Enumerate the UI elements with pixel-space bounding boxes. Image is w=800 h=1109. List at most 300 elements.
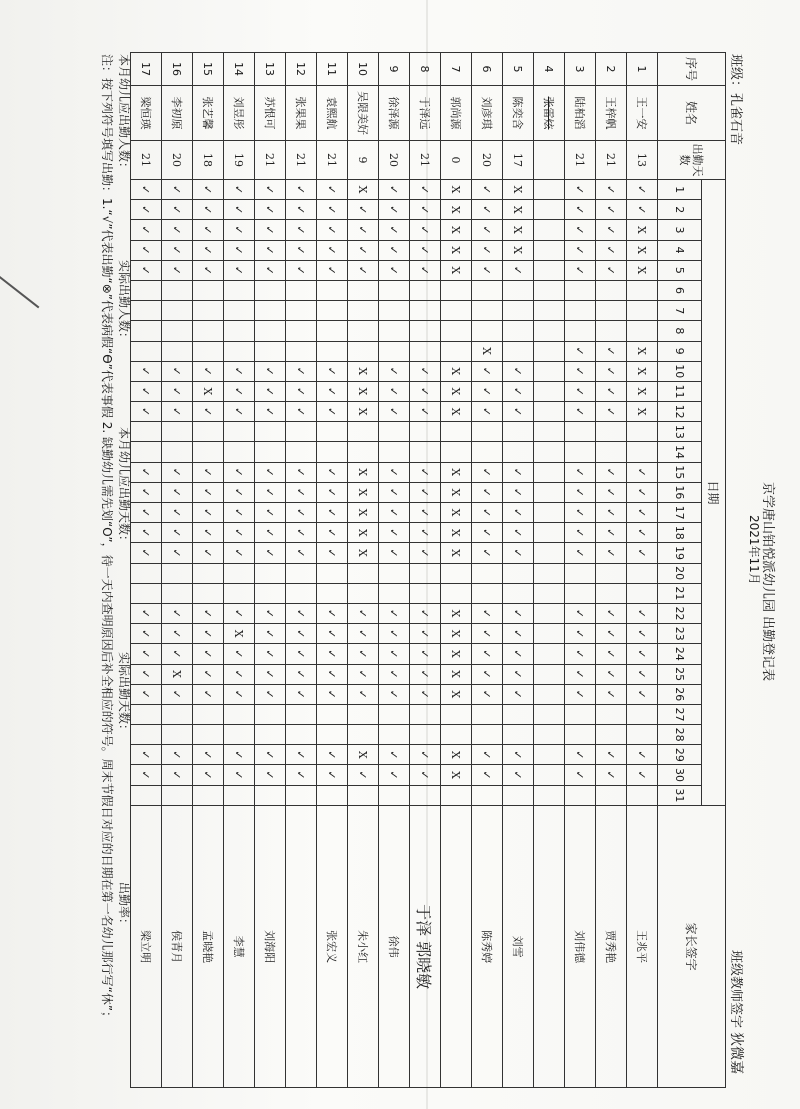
attendance-mark: ✓ (503, 664, 534, 684)
footer-actual-attend: 实际出勤人数： (117, 260, 131, 345)
attendance-mark: ✓ (317, 402, 348, 422)
attendance-mark: ✓ (379, 503, 410, 523)
attendance-mark (348, 725, 379, 745)
attendance-mark: ✓ (596, 603, 627, 623)
attendance-mark: X (627, 240, 658, 260)
day-number: 1 (658, 180, 702, 200)
attendance-mark: ✓ (131, 603, 162, 623)
footer-actual-days: 实际出勤天数： (117, 652, 131, 737)
attendance-mark: ✓ (596, 624, 627, 644)
attendance-mark (596, 725, 627, 745)
attendance-mark (348, 442, 379, 462)
attendance-mark (348, 785, 379, 806)
attendance-mark: X (348, 523, 379, 543)
attendance-mark: ✓ (410, 402, 441, 422)
attendance-mark: ✓ (193, 482, 224, 502)
attendance-mark (627, 301, 658, 321)
attendance-mark (317, 422, 348, 442)
attendance-mark: ✓ (162, 603, 193, 623)
attendance-mark (565, 563, 596, 583)
attendance-mark: ✓ (162, 381, 193, 401)
attendance-mark: ✓ (627, 603, 658, 623)
row-name: 于泽远 (410, 86, 441, 141)
attendance-mark (162, 321, 193, 341)
row-seq: 3 (565, 53, 596, 86)
attendance-mark: ✓ (410, 240, 441, 260)
day-number: 26 (658, 684, 702, 704)
attendance-mark (534, 624, 565, 644)
attendance-mark (131, 341, 162, 361)
attendance-mark: ✓ (410, 482, 441, 502)
attendance-mark: ✓ (472, 664, 503, 684)
attendance-mark: ✓ (317, 523, 348, 543)
table-row (472, 53, 503, 1088)
attendance-mark: ✓ (255, 664, 286, 684)
attendance-mark: ✓ (131, 765, 162, 785)
attendance-mark: ✓ (317, 180, 348, 200)
day-number: 16 (658, 482, 702, 502)
attendance-mark (255, 725, 286, 745)
attendance-mark: ✓ (162, 543, 193, 563)
attendance-mark: X (441, 240, 472, 260)
attendance-mark: ✓ (503, 644, 534, 664)
attendance-mark: ✓ (193, 624, 224, 644)
attendance-mark: X (441, 482, 472, 502)
attendance-mark: ✓ (379, 603, 410, 623)
attendance-mark (286, 442, 317, 462)
attendance-mark: X (441, 402, 472, 422)
attendance-mark (596, 280, 627, 300)
attendance-mark: X (348, 745, 379, 765)
day-number: 20 (658, 563, 702, 583)
row-days: 21 (131, 141, 162, 180)
row-days: 0 (441, 141, 472, 180)
attendance-mark: ✓ (596, 644, 627, 664)
attendance-mark: ✓ (565, 664, 596, 684)
attendance-mark: ✓ (193, 200, 224, 220)
attendance-mark (348, 341, 379, 361)
attendance-mark: ✓ (410, 503, 441, 523)
attendance-mark: ✓ (410, 200, 441, 220)
parent-signature: 贾秀艳 (596, 806, 627, 1088)
attendance-mark: ✓ (348, 664, 379, 684)
attendance-mark: ✓ (317, 664, 348, 684)
attendance-mark: ✓ (317, 361, 348, 381)
attendance-mark (410, 321, 441, 341)
attendance-mark (565, 704, 596, 724)
attendance-mark (596, 442, 627, 462)
attendance-mark: ✓ (472, 200, 503, 220)
attendance-mark: ✓ (596, 381, 627, 401)
attendance-mark: ✓ (472, 624, 503, 644)
attendance-mark: X (627, 260, 658, 280)
attendance-mark (472, 442, 503, 462)
attendance-mark: ✓ (131, 684, 162, 704)
attendance-mark: X (441, 200, 472, 220)
attendance-mark: ✓ (131, 260, 162, 280)
attendance-mark: ✓ (193, 664, 224, 684)
attendance-mark (286, 301, 317, 321)
attendance-mark: X (441, 220, 472, 240)
attendance-mark (379, 280, 410, 300)
attendance-mark: ✓ (193, 765, 224, 785)
row-name: 张果果 (286, 86, 317, 141)
attendance-mark: ✓ (348, 644, 379, 664)
student-rows (131, 53, 658, 1088)
header-date: 日期 (702, 180, 726, 806)
attendance-mark: ✓ (131, 644, 162, 664)
attendance-mark: ✓ (596, 482, 627, 502)
attendance-mark: X (503, 240, 534, 260)
attendance-mark (627, 442, 658, 462)
attendance-mark (596, 563, 627, 583)
sheet-month: 2021年11月 (747, 515, 761, 585)
attendance-mark (534, 684, 565, 704)
day-number: 8 (658, 321, 702, 341)
attendance-mark: ✓ (472, 180, 503, 200)
attendance-mark: ✓ (224, 240, 255, 260)
attendance-mark: ✓ (627, 462, 658, 482)
parent-signature: 张宏义 (317, 806, 348, 1088)
attendance-mark: ✓ (410, 664, 441, 684)
attendance-mark (534, 260, 565, 280)
attendance-mark (565, 442, 596, 462)
attendance-mark: ✓ (317, 482, 348, 502)
header-name: 姓名 (658, 86, 726, 141)
attendance-mark: ✓ (286, 503, 317, 523)
attendance-mark (534, 704, 565, 724)
attendance-mark: ✓ (596, 503, 627, 523)
attendance-mark: ✓ (193, 260, 224, 280)
attendance-mark: X (348, 482, 379, 502)
attendance-mark (348, 422, 379, 442)
attendance-mark: ✓ (379, 462, 410, 482)
attendance-mark: X (348, 462, 379, 482)
parent-signature: 李慧 (224, 806, 255, 1088)
attendance-mark: ✓ (255, 684, 286, 704)
attendance-mark: ✓ (286, 765, 317, 785)
attendance-mark: ✓ (162, 220, 193, 240)
attendance-mark (131, 725, 162, 745)
parent-signature: 梁立明 (131, 806, 162, 1088)
day-number: 10 (658, 361, 702, 381)
day-number: 31 (658, 785, 702, 806)
attendance-mark: ✓ (472, 503, 503, 523)
attendance-mark (317, 341, 348, 361)
attendance-mark (565, 583, 596, 603)
attendance-mark: ✓ (193, 220, 224, 240)
attendance-mark: X (441, 603, 472, 623)
attendance-mark: ✓ (410, 543, 441, 563)
attendance-mark (472, 725, 503, 745)
row-days: 20 (379, 141, 410, 180)
attendance-mark (193, 785, 224, 806)
attendance-mark (286, 280, 317, 300)
attendance-mark: X (441, 260, 472, 280)
attendance-mark: ✓ (565, 624, 596, 644)
attendance-mark (534, 725, 565, 745)
attendance-mark: ✓ (379, 361, 410, 381)
attendance-mark (534, 503, 565, 523)
attendance-mark: ✓ (255, 543, 286, 563)
attendance-mark (162, 563, 193, 583)
attendance-mark: ✓ (224, 482, 255, 502)
attendance-mark: ✓ (472, 220, 503, 240)
footer-should-attend: 本月幼儿应出勤人数： (117, 54, 131, 175)
attendance-mark: ✓ (596, 200, 627, 220)
attendance-mark: X (348, 180, 379, 200)
row-name: 张雷炫 (534, 86, 565, 141)
attendance-mark (162, 704, 193, 724)
attendance-mark: X (348, 543, 379, 563)
attendance-mark: ✓ (224, 220, 255, 240)
day-number: 29 (658, 745, 702, 765)
attendance-mark: ✓ (565, 402, 596, 422)
attendance-mark (162, 725, 193, 745)
attendance-mark: ✓ (224, 603, 255, 623)
day-number: 24 (658, 644, 702, 664)
attendance-mark: ✓ (162, 402, 193, 422)
attendance-mark: ✓ (410, 745, 441, 765)
row-days: 21 (255, 141, 286, 180)
parent-signature: 陈秀婷 (472, 806, 503, 1088)
attendance-mark: ✓ (503, 361, 534, 381)
attendance-mark: ✓ (162, 624, 193, 644)
attendance-mark: ✓ (503, 603, 534, 623)
table-row (379, 53, 410, 1088)
attendance-mark (627, 785, 658, 806)
table-row (348, 53, 379, 1088)
row-days: 20 (472, 141, 503, 180)
day-number: 27 (658, 704, 702, 724)
attendance-mark: ✓ (286, 482, 317, 502)
attendance-mark (255, 301, 286, 321)
attendance-mark: ✓ (193, 180, 224, 200)
day-number: 21 (658, 583, 702, 603)
attendance-mark: ✓ (224, 765, 255, 785)
attendance-mark: ✓ (224, 180, 255, 200)
attendance-mark (286, 422, 317, 442)
attendance-mark: X (503, 200, 534, 220)
attendance-mark: ✓ (131, 402, 162, 422)
attendance-mark: ✓ (410, 361, 441, 381)
attendance-mark: ✓ (193, 543, 224, 563)
attendance-mark: X (472, 341, 503, 361)
attendance-mark: ✓ (224, 745, 255, 765)
parent-signature: 王兆平 (627, 806, 658, 1088)
attendance-mark: ✓ (193, 745, 224, 765)
attendance-mark (627, 422, 658, 442)
attendance-mark (503, 321, 534, 341)
header-seq: 序号 (658, 53, 726, 86)
row-days: 13 (627, 141, 658, 180)
attendance-mark: ✓ (503, 523, 534, 543)
attendance-mark: ✓ (286, 523, 317, 543)
table-row (534, 53, 565, 1088)
attendance-mark (193, 583, 224, 603)
attendance-mark (565, 321, 596, 341)
attendance-mark (162, 341, 193, 361)
attendance-mark: ✓ (255, 482, 286, 502)
attendance-mark (286, 321, 317, 341)
day-number: 22 (658, 603, 702, 623)
attendance-mark: ✓ (317, 503, 348, 523)
table-row (162, 53, 193, 1088)
row-seq: 6 (472, 53, 503, 86)
attendance-mark (596, 321, 627, 341)
attendance-mark: ✓ (317, 644, 348, 664)
attendance-mark (534, 220, 565, 240)
attendance-mark: X (441, 745, 472, 765)
attendance-mark (286, 341, 317, 361)
attendance-mark (348, 563, 379, 583)
attendance-mark: ✓ (565, 260, 596, 280)
attendance-mark: ✓ (131, 745, 162, 765)
attendance-mark: ✓ (472, 523, 503, 543)
row-days: 21 (596, 141, 627, 180)
attendance-mark: ✓ (627, 503, 658, 523)
attendance-mark: X (503, 220, 534, 240)
attendance-mark (286, 563, 317, 583)
parent-signature: 朱小红 (348, 806, 379, 1088)
attendance-mark: ✓ (472, 240, 503, 260)
attendance-mark: ✓ (317, 381, 348, 401)
attendance-mark: ✓ (348, 603, 379, 623)
attendance-mark: ✓ (472, 462, 503, 482)
attendance-mark (317, 704, 348, 724)
day-number: 30 (658, 765, 702, 785)
attendance-mark: X (348, 381, 379, 401)
attendance-mark (503, 563, 534, 583)
attendance-mark: X (627, 220, 658, 240)
row-name: 陈奕含 (503, 86, 534, 141)
row-seq: 11 (317, 53, 348, 86)
attendance-mark: ✓ (348, 220, 379, 240)
attendance-mark: ✓ (472, 543, 503, 563)
row-seq: 14 (224, 53, 255, 86)
attendance-mark (534, 361, 565, 381)
attendance-mark: ✓ (317, 200, 348, 220)
attendance-mark: ✓ (255, 240, 286, 260)
class-label: 班级：孔雀石音 (728, 54, 743, 146)
attendance-mark: ✓ (131, 361, 162, 381)
attendance-mark (472, 785, 503, 806)
attendance-mark: ✓ (379, 523, 410, 543)
table-row (131, 53, 162, 1088)
attendance-mark: ✓ (162, 765, 193, 785)
attendance-mark (286, 704, 317, 724)
row-seq: 17 (131, 53, 162, 86)
attendance-mark: ✓ (565, 180, 596, 200)
attendance-mark: X (348, 402, 379, 422)
attendance-mark: ✓ (503, 482, 534, 502)
attendance-mark: ✓ (162, 745, 193, 765)
attendance-mark: ✓ (410, 260, 441, 280)
attendance-mark (410, 563, 441, 583)
row-seq: 1 (627, 53, 658, 86)
attendance-mark: ✓ (379, 684, 410, 704)
row-days: 21 (317, 141, 348, 180)
attendance-mark: X (441, 381, 472, 401)
attendance-mark: ✓ (317, 624, 348, 644)
attendance-mark: ✓ (348, 624, 379, 644)
attendance-mark (224, 321, 255, 341)
attendance-mark (441, 341, 472, 361)
attendance-mark: ✓ (162, 361, 193, 381)
table-row (286, 53, 317, 1088)
attendance-mark: ✓ (472, 644, 503, 664)
attendance-mark: X (441, 180, 472, 200)
row-seq: 5 (503, 53, 534, 86)
attendance-mark: ✓ (131, 462, 162, 482)
row-seq: 15 (193, 53, 224, 86)
attendance-mark (441, 725, 472, 745)
attendance-mark: ✓ (255, 624, 286, 644)
attendance-mark (534, 280, 565, 300)
row-days: 17 (503, 141, 534, 180)
attendance-mark: ✓ (317, 603, 348, 623)
attendance-mark (534, 402, 565, 422)
attendance-mark (193, 280, 224, 300)
table-row (596, 53, 627, 1088)
attendance-mark (441, 563, 472, 583)
attendance-mark: ✓ (255, 523, 286, 543)
attendance-mark: ✓ (286, 644, 317, 664)
attendance-mark: X (224, 624, 255, 644)
attendance-mark: X (441, 361, 472, 381)
attendance-mark: ✓ (410, 180, 441, 200)
attendance-mark: ✓ (224, 543, 255, 563)
header-parent-sign: 家长签字 (658, 806, 726, 1088)
attendance-mark: ✓ (410, 684, 441, 704)
attendance-mark: ✓ (379, 240, 410, 260)
attendance-mark (224, 341, 255, 361)
attendance-mark (410, 442, 441, 462)
attendance-mark: X (627, 402, 658, 422)
attendance-mark (224, 280, 255, 300)
attendance-mark (503, 341, 534, 361)
attendance-mark: ✓ (379, 765, 410, 785)
attendance-mark (162, 422, 193, 442)
attendance-mark: ✓ (410, 603, 441, 623)
attendance-mark (162, 280, 193, 300)
attendance-mark: ✓ (286, 624, 317, 644)
attendance-mark: ✓ (503, 745, 534, 765)
attendance-mark: ✓ (627, 745, 658, 765)
attendance-mark: ✓ (286, 260, 317, 280)
attendance-mark (224, 785, 255, 806)
attendance-mark: ✓ (131, 200, 162, 220)
attendance-mark: ✓ (286, 200, 317, 220)
attendance-mark: ✓ (503, 462, 534, 482)
attendance-mark (503, 422, 534, 442)
table-row (441, 53, 472, 1088)
parent-signature: 刘海阳 (255, 806, 286, 1088)
attendance-mark (503, 280, 534, 300)
attendance-mark: ✓ (379, 543, 410, 563)
attendance-mark: ✓ (410, 462, 441, 482)
day-number: 5 (658, 260, 702, 280)
attendance-mark (534, 341, 565, 361)
attendance-mark (534, 482, 565, 502)
row-name: 王一安 (627, 86, 658, 141)
row-days: 9 (348, 141, 379, 180)
attendance-mark: ✓ (286, 664, 317, 684)
attendance-mark: X (348, 503, 379, 523)
attendance-mark: ✓ (162, 462, 193, 482)
attendance-mark (255, 341, 286, 361)
attendance-mark: ✓ (162, 240, 193, 260)
